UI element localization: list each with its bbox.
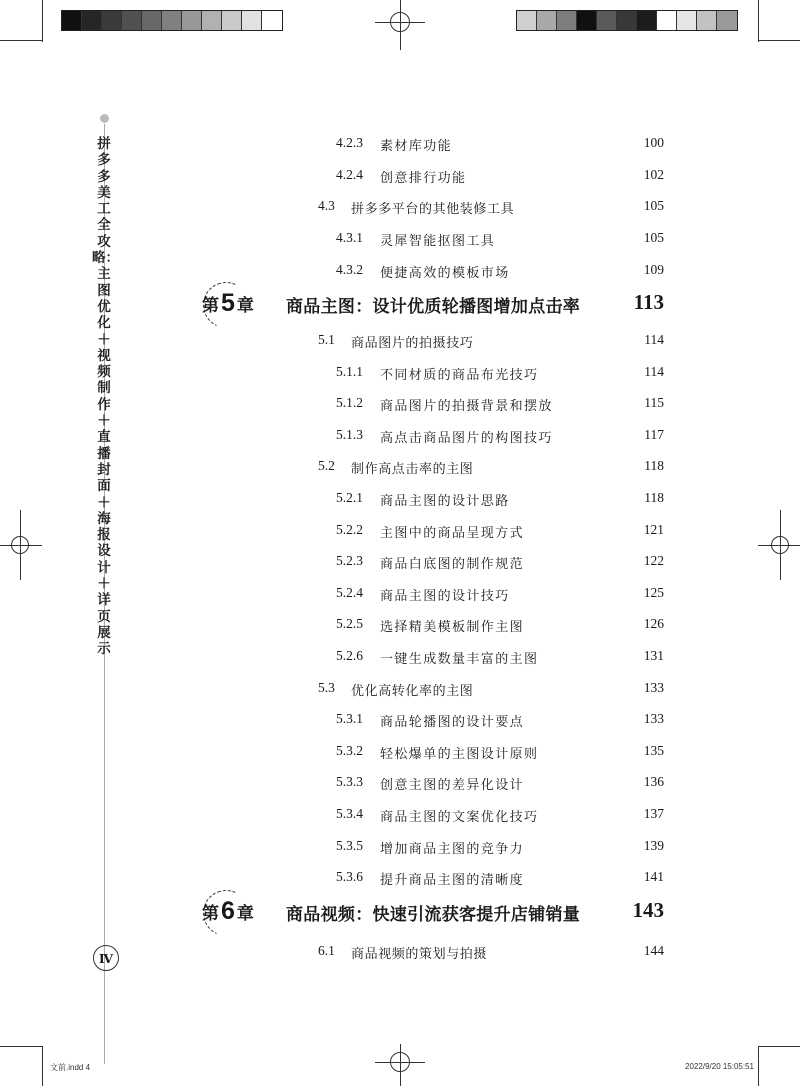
toc-entry-page: 121 — [643, 521, 664, 537]
toc-entry-title: 提升商品主图的清晰度 — [380, 873, 525, 889]
toc-entry-number: 5.1 — [318, 332, 335, 347]
color-swatch — [597, 11, 617, 30]
toc-entry-page: 133 — [643, 679, 664, 695]
toc-entry-page: 118 — [644, 490, 664, 505]
toc-entry-title: 商品轮播图的设计要点 — [380, 715, 525, 731]
toc-entry-title: 素材库功能 — [380, 139, 453, 154]
toc-entry-page: 105 — [643, 198, 664, 214]
toc-entry-title: 一键生成数量丰富的主图 — [380, 652, 539, 667]
color-swatch — [557, 11, 577, 30]
toc-entry-number: 5.3.2 — [336, 742, 363, 758]
toc-entry-title: 商品图片的拍摄技巧 — [351, 336, 474, 351]
toc-entry-page: 133 — [643, 711, 664, 727]
toc-entry-page: 115 — [644, 395, 664, 411]
color-swatch — [142, 11, 162, 30]
toc-entry-number: 4.3 — [318, 198, 335, 214]
toc-entry-title: 便捷高效的模板市场 — [380, 265, 510, 281]
toc-entry-number: 5.1.2 — [336, 395, 363, 411]
color-swatch — [657, 11, 677, 30]
toc-entry-title: 高点击商品图片的构图技巧 — [380, 430, 553, 446]
toc-entry-title: 商品主图的设计技巧 — [380, 588, 510, 604]
toc-section-entry[interactable] — [0, 327, 800, 355]
toc-entry-number: 5.3 — [318, 679, 335, 695]
footer-filename: 文前.indd 4 — [50, 1063, 91, 1072]
chapter-label: 第 5 章 — [202, 289, 254, 317]
toc-entry-title: 灵犀智能抠图工具 — [380, 234, 496, 250]
toc-entry-page: 141 — [643, 869, 664, 885]
toc-entry-number: 4.3.1 — [336, 230, 363, 246]
toc-entry-number: 5.2.1 — [336, 490, 363, 505]
toc-entry-title: 商品视频的策划与拍摄 — [351, 947, 488, 962]
toc-subsection-entry[interactable] — [0, 611, 800, 639]
toc-entry-title: 拼多多平台的其他装修工具 — [351, 202, 515, 218]
color-swatch — [617, 11, 637, 30]
toc-entry-title: 商品白底图的制作规范 — [380, 557, 525, 573]
side-dot — [100, 114, 109, 123]
toc-subsection-entry[interactable] — [0, 422, 800, 450]
toc-subsection-entry[interactable] — [0, 864, 800, 892]
color-swatch — [577, 11, 597, 30]
toc-entry-number: 5.2.6 — [336, 648, 363, 663]
toc-entry-number: 4.2.4 — [336, 166, 363, 182]
toc-entry-page: 136 — [643, 774, 664, 790]
toc-entry-number: 5.3.1 — [336, 711, 363, 727]
page-number-badge — [93, 945, 119, 971]
toc-section-entry[interactable] — [0, 453, 800, 481]
toc-entry-title: 主图中的商品呈现方式 — [380, 525, 525, 541]
chapter-6-heading[interactable] — [0, 890, 800, 934]
toc-entry-page: 125 — [643, 584, 664, 600]
toc-subsection-entry[interactable] — [0, 517, 800, 545]
page-number: Ⅳ — [98, 950, 114, 966]
toc-entry-page: 109 — [643, 261, 664, 277]
toc-entry-title: 创意主图的差异化设计 — [380, 778, 525, 794]
toc-subsection-entry[interactable] — [0, 801, 800, 829]
chapter-label: 第 6 章 — [202, 897, 254, 925]
toc-entry-page: 139 — [643, 837, 664, 853]
color-swatch — [242, 11, 262, 30]
chapter-number: 6 — [221, 897, 235, 925]
color-swatch — [122, 11, 142, 30]
toc-subsection-entry[interactable] — [0, 359, 800, 387]
toc-entry-page: 102 — [643, 166, 664, 182]
toc-entry-page: 144 — [643, 943, 664, 958]
color-swatch — [697, 11, 717, 30]
color-swatch — [222, 11, 242, 30]
toc-entry-page: 118 — [644, 458, 664, 474]
color-swatch — [182, 11, 202, 30]
chapter-page: 143 — [632, 898, 664, 922]
toc-entry-page: 122 — [643, 553, 664, 569]
toc-entry-number: 5.1.1 — [336, 363, 363, 379]
toc-section-entry[interactable] — [0, 938, 800, 966]
color-calibration-bar-left — [61, 10, 283, 31]
toc-entry-title: 优化高转化率的主图 — [351, 683, 474, 699]
chapter-title: 商品主图：设计优质轮播图增加点击率 — [286, 297, 581, 317]
color-swatch — [677, 11, 697, 30]
toc-entry-title: 不同材质的商品布光技巧 — [380, 367, 539, 383]
toc-entry-number: 5.3.5 — [336, 837, 363, 853]
toc-subsection-entry[interactable] — [0, 706, 800, 734]
toc-entry-page: 117 — [644, 426, 664, 442]
toc-entry-page: 114 — [644, 332, 664, 347]
toc-entry-page: 137 — [643, 806, 664, 821]
toc-entry-title: 创意排行功能 — [380, 170, 467, 186]
toc-entry-title: 商品主图的设计思路 — [380, 494, 510, 509]
color-swatch — [637, 11, 657, 30]
chapter-number: 5 — [221, 289, 235, 317]
color-swatch — [162, 11, 182, 30]
toc-entry-number: 5.2.5 — [336, 616, 363, 632]
toc-entry-page: 114 — [644, 363, 664, 379]
toc-entry-title: 选择精美模板制作主图 — [380, 620, 525, 636]
chapter-page: 113 — [633, 290, 664, 314]
toc-subsection-entry[interactable] — [0, 390, 800, 418]
toc-entry-number: 4.3.2 — [336, 261, 363, 277]
toc-entry-page: 131 — [643, 648, 664, 663]
chapter-title: 商品视频：快速引流获客提升店铺销量 — [286, 905, 581, 925]
toc-subsection-entry[interactable] — [0, 580, 800, 608]
color-swatch — [262, 11, 282, 30]
toc-subsection-entry[interactable] — [0, 769, 800, 797]
toc-entry-title: 增加商品主图的竞争力 — [380, 841, 525, 857]
toc-subsection-entry[interactable] — [0, 548, 800, 576]
toc-subsection-entry[interactable] — [0, 130, 800, 158]
color-swatch — [102, 11, 122, 30]
toc-entry-number: 5.2.2 — [336, 521, 363, 537]
toc-subsection-entry[interactable] — [0, 833, 800, 861]
toc-subsection-entry[interactable] — [0, 162, 800, 190]
toc-entry-number: 5.3.3 — [336, 774, 363, 790]
toc-entry-title: 商品主图的文案优化技巧 — [380, 810, 539, 825]
toc-entry-page: 100 — [643, 135, 664, 150]
color-swatch — [202, 11, 222, 30]
toc-entry-number: 5.2 — [318, 458, 335, 474]
toc-entry-number: 5.2.4 — [336, 584, 363, 600]
toc-entry-page: 126 — [643, 616, 664, 632]
toc-entry-title: 轻松爆单的主图设计原则 — [380, 746, 539, 762]
color-calibration-bar-right — [516, 10, 738, 31]
chapter-5-heading[interactable] — [0, 282, 800, 326]
toc-entry-page: 135 — [643, 742, 664, 758]
toc-entry-number: 6.1 — [318, 943, 335, 958]
toc-subsection-entry[interactable] — [0, 643, 800, 671]
toc-entry-title: 制作高点击率的主图 — [351, 462, 474, 478]
toc-entry-number: 5.3.4 — [336, 806, 363, 821]
footer-datetime: 2022/9/20 15:05:51 — [685, 1062, 754, 1071]
toc-subsection-entry[interactable] — [0, 485, 800, 513]
toc-entry-number: 4.2.3 — [336, 135, 363, 150]
toc-subsection-entry[interactable] — [0, 225, 800, 253]
toc-entry-number: 5.2.3 — [336, 553, 363, 569]
toc-entry-title: 商品图片的拍摄背景和摆放 — [380, 399, 553, 415]
toc-entry-page: 105 — [643, 230, 664, 246]
toc-section-entry[interactable] — [0, 675, 800, 703]
toc-section-entry[interactable] — [0, 193, 800, 221]
toc-subsection-entry[interactable] — [0, 738, 800, 766]
color-swatch — [517, 11, 537, 30]
color-swatch — [62, 11, 82, 30]
color-swatch — [537, 11, 557, 30]
toc-subsection-entry[interactable] — [0, 257, 800, 285]
book-side-title: 拼多多美工全攻略：主图优化＋视频制作＋直播封面＋海报设计＋详页展示 — [92, 136, 119, 658]
toc-entry-number: 5.3.6 — [336, 869, 363, 885]
color-swatch — [82, 11, 102, 30]
color-swatch — [717, 11, 737, 30]
toc-entry-number: 5.1.3 — [336, 426, 363, 442]
